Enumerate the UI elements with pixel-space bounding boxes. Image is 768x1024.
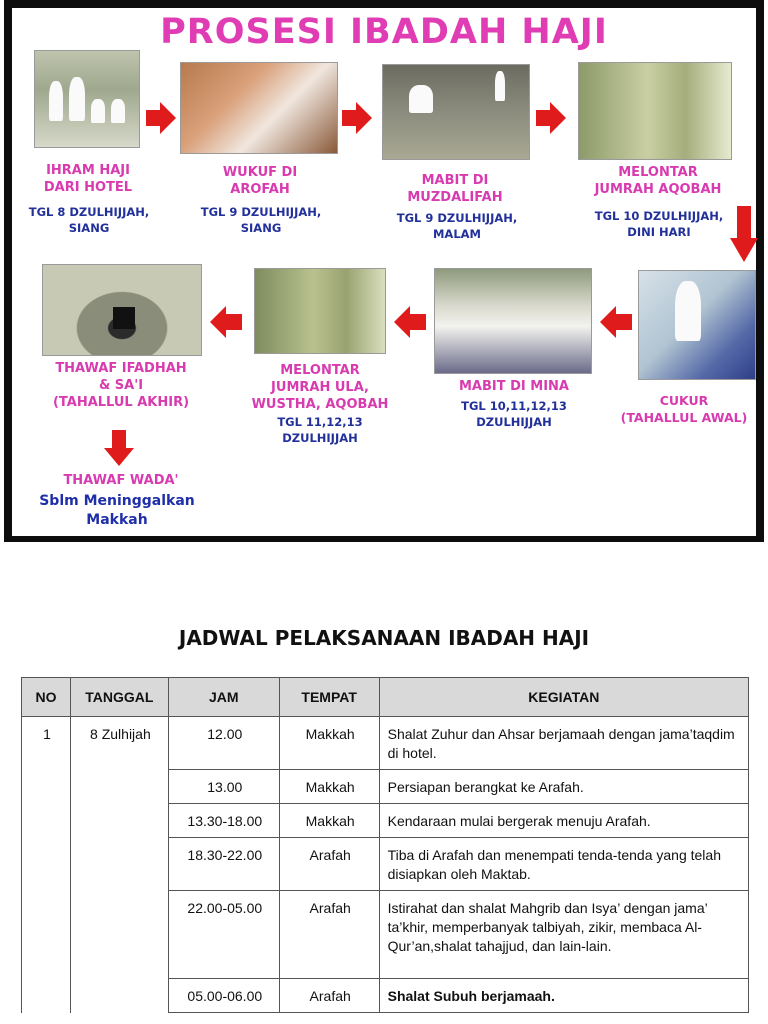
step-jumrah-aqobah-date: TGL 10 DZULHIJJAH, DINI HARI [594,209,724,239]
cell-tempat: Arafah [279,979,379,1013]
step-cukur-label: CUKUR (TAHALLUL AWAL) [620,393,748,425]
cell-kegiatan: Persiapan berangkat ke Arafah. [379,770,748,804]
step-wukuf-date: TGL 9 DZULHIJJAH, SIANG [200,205,322,235]
arrow-left-2-icon [394,306,426,338]
cell-jam: 22.00-05.00 [168,891,279,979]
arrow-down-right-icon [730,206,758,262]
cell-jam: 12.00 [168,717,279,770]
kegiatan-text-1: Shalat Zuhur dan Ahsar berjamaah dengan jama’taqdim di hotel. [387,726,735,761]
ihram-photo [34,50,140,148]
schedule-title: JADWAL PELAKSANAAN IBADAH HAJI [178,626,590,650]
cell-kegiatan: Kendaraan mulai bergerak menuju Arafah. [379,804,748,838]
jumrah-ula-photo [254,268,386,354]
cukur-photo [638,270,756,380]
cell-jam: 13.30-18.00 [168,804,279,838]
cell-kegiatan: Tiba di Arafah dan menempati tenda-tenda yang telah disiapkan oleh Maktab. [379,838,748,891]
table-header-row [22,678,749,717]
mina-tents-photo [434,268,592,374]
step-thawaf-wada-label: THAWAF WADA' [63,473,179,488]
header-tempat: TEMPAT [279,678,379,717]
arrow-right-2-icon [342,102,372,134]
arrow-right-1-icon [146,102,176,134]
kaaba-photo [42,264,202,356]
cell-tempat: Makkah [279,717,379,770]
header-kegiatan: KEGIATAN [379,678,748,717]
cell-tempat: Makkah [279,770,379,804]
arrow-right-3-icon [536,102,566,134]
arrow-left-1-icon [600,306,632,338]
arrow-down-left-icon [104,430,134,466]
jumrah-aqobah-photo [578,62,732,160]
cell-tempat: Arafah [279,838,379,891]
cell-kegiatan [379,717,748,770]
cell-jam: 05.00-06.00 [168,979,279,1013]
cell-tempat: Arafah [279,891,379,979]
poster-frame [4,0,764,542]
step-mina-label: MABIT DI MINA [458,379,569,394]
cell-kegiatan: Shalat Subuh berjamaah. [379,979,748,1013]
step-ihram-date: TGL 8 DZULHIJJAH, SIANG [28,205,150,235]
header-jam: JAM [168,678,279,717]
step-mina-date: TGL 10,11,12,13 DZULHIJJAH [461,399,567,429]
cell-no: 1 [22,717,71,1013]
step-jumrah-ula-label: MELONTAR JUMRAH ULA, WUSTHA, AQOBAH [251,363,389,412]
step-jumrah-ula-date: TGL 11,12,13 DZULHIJJAH [277,415,363,445]
header-no: NO [22,678,71,717]
poster-title: PROSESI IBADAH HAJI [160,12,608,52]
arrow-left-3-icon [210,306,242,338]
muzdalifah-photo [382,64,530,160]
step-thawaf-wada-note: Sblm Meninggalkan Makkah [39,493,195,528]
step-muzdalifah-date: TGL 9 DZULHIJJAH, MALAM [396,211,518,241]
header-tanggal: TANGGAL [70,678,168,717]
wukuf-photo [180,62,338,154]
cell-kegiatan: Istirahat dan shalat Mahgrib dan Isya’ dengan jama’ ta’khir, memperbanyak talbiyah, zikir, membaca Al-Qur’an,shalat tahajjud, dan lain-lain. [379,891,748,979]
step-ihram-label: IHRAM HAJI DARI HOTEL [43,163,133,195]
cell-jam: 13.00 [168,770,279,804]
step-jumrah-aqobah-label: MELONTAR JUMRAH AQOBAH [594,165,722,197]
step-thawaf-ifadhah-label: THAWAF IFADHAH & SA'I (TAHALLUL AKHIR) [52,361,190,410]
schedule-table [21,677,749,1013]
cell-tempat: Makkah [279,804,379,838]
step-muzdalifah-label: MABIT DI MUZDALIFAH [407,173,503,205]
cell-tanggal: 8 Zulhijah [70,717,168,1013]
poster-canvas [12,8,756,536]
step-wukuf-label: WUKUF DI AROFAH [222,165,298,197]
cell-jam: 18.30-22.00 [168,838,279,891]
table-row [22,717,749,770]
